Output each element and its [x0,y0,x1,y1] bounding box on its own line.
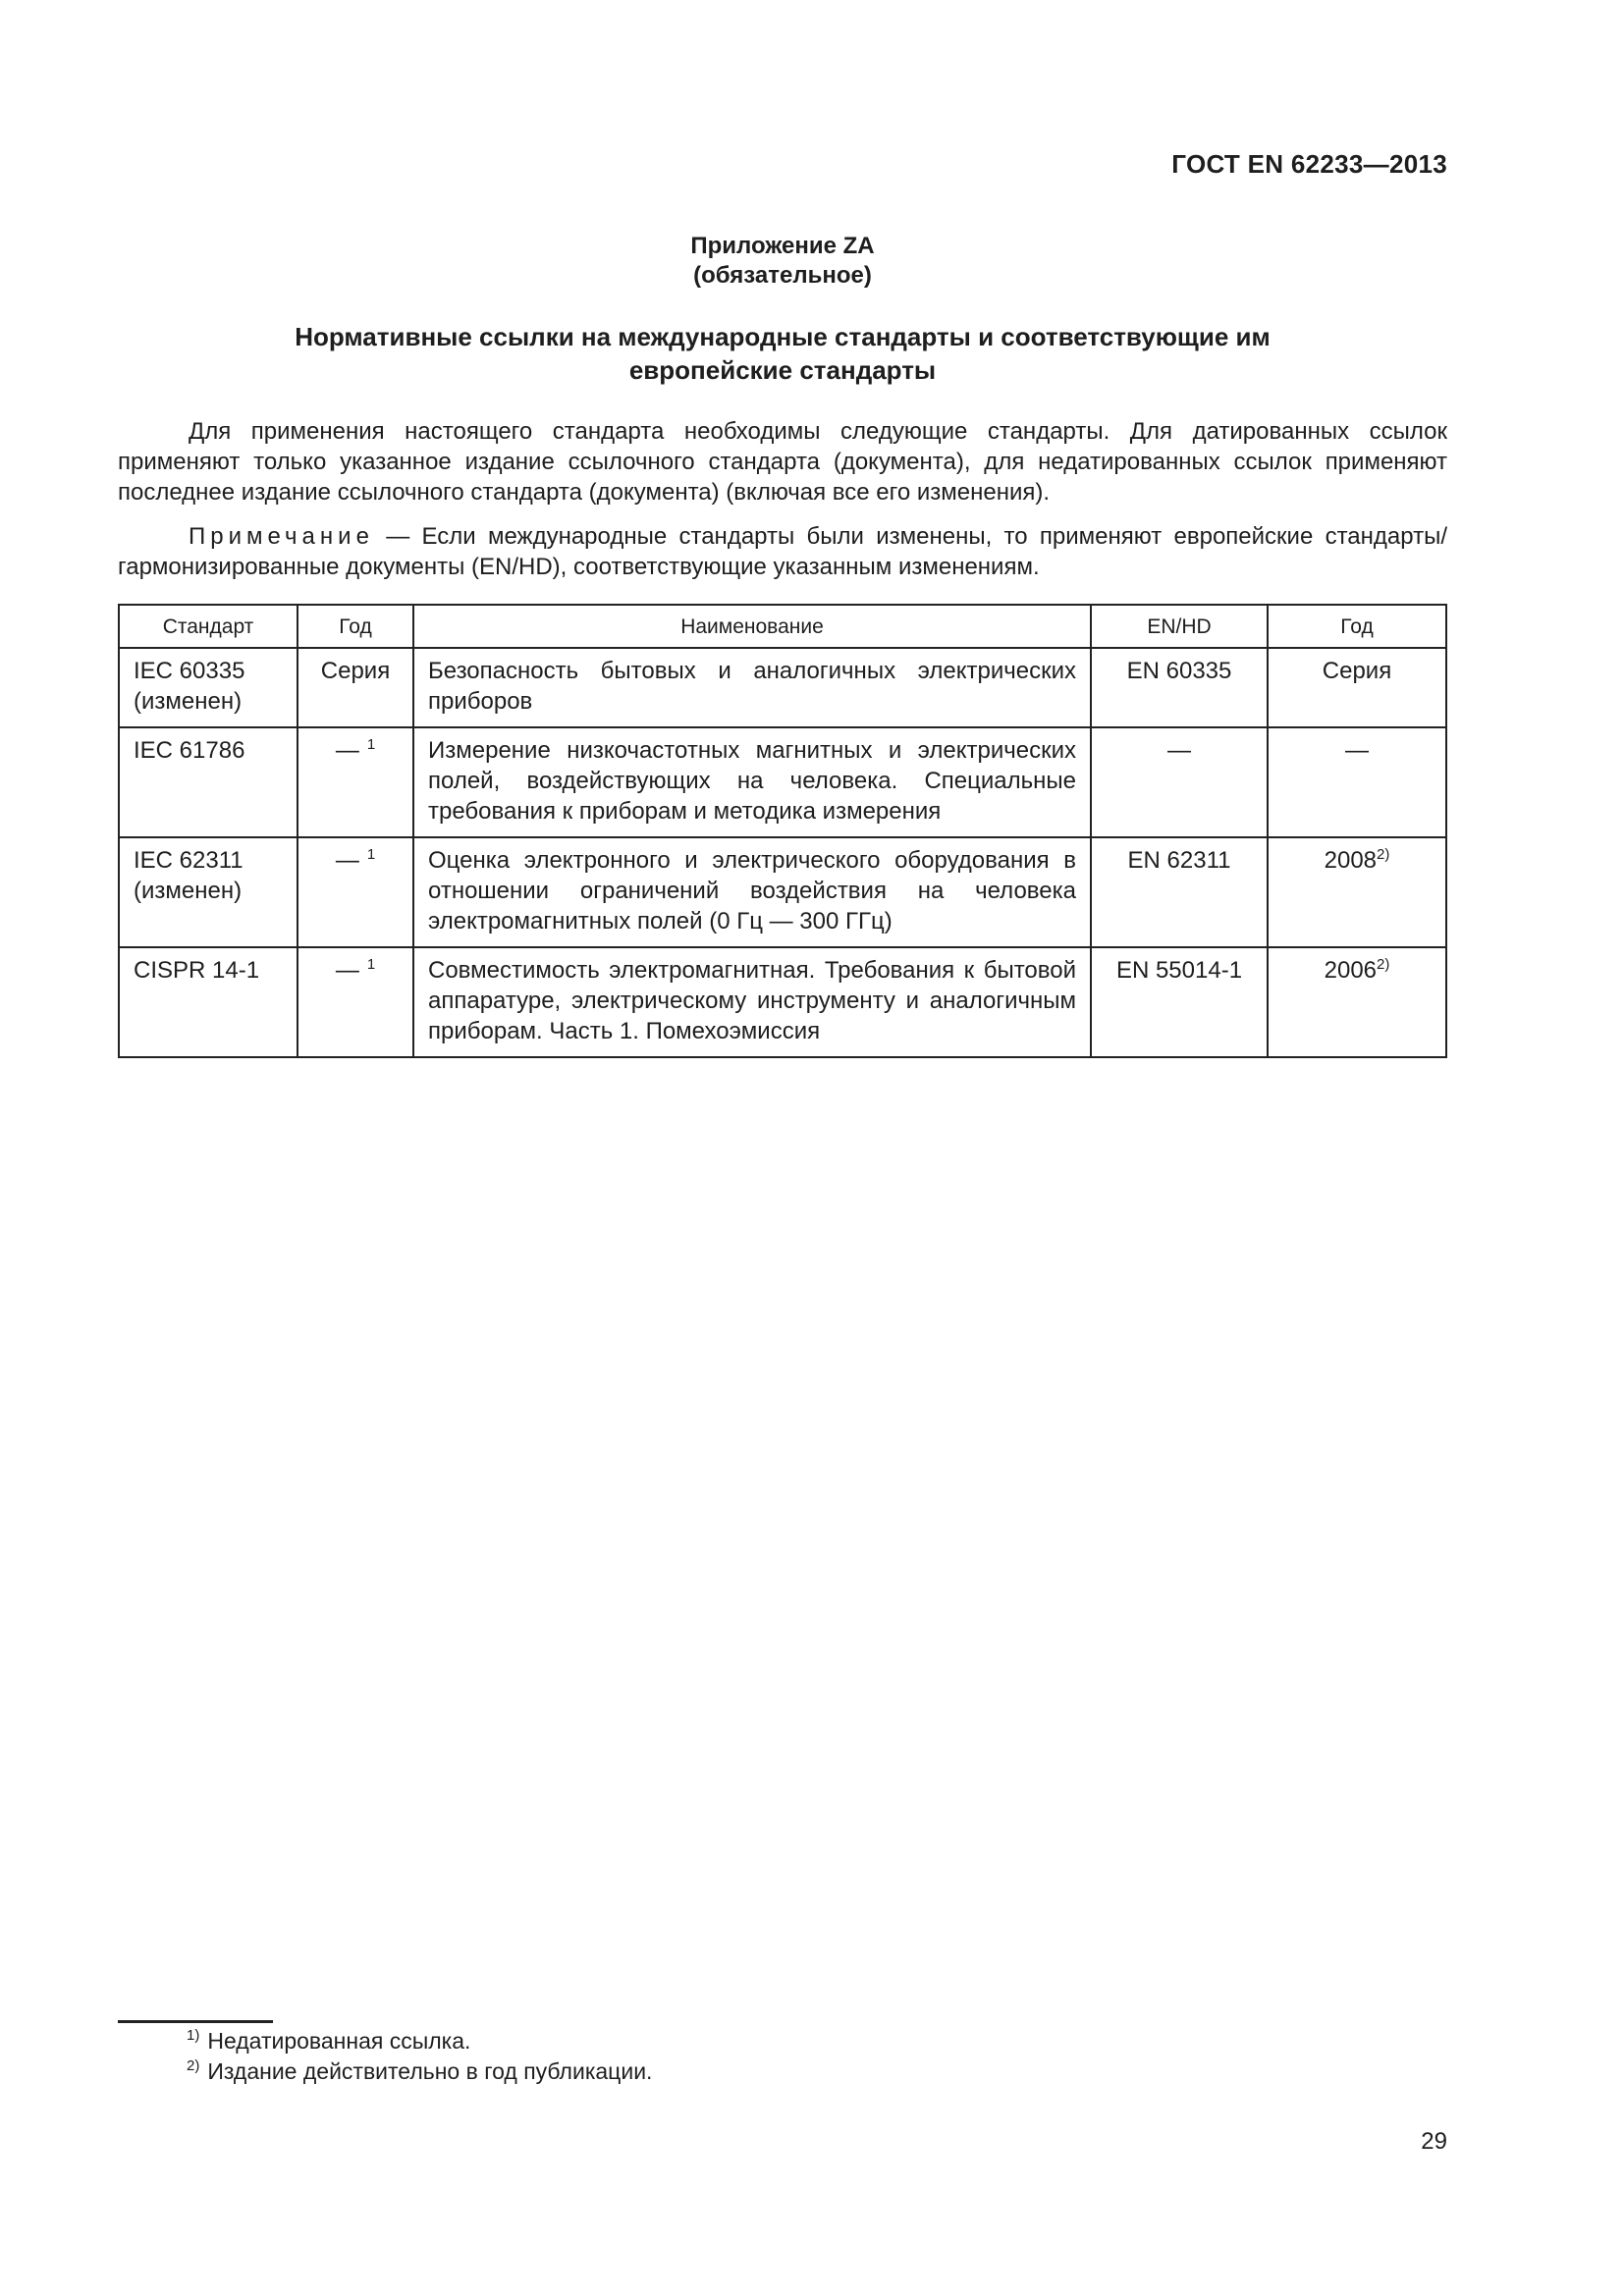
footnote-text: Издание действительно в год публикации. [207,2058,653,2084]
cell-en-year [1268,727,1446,837]
table-row [119,837,1446,947]
header-title: Наименование [413,605,1091,648]
note-paragraph [118,521,1447,582]
header-en-hd: EN/HD [1091,605,1268,648]
footnote-mark: 1) [187,2027,200,2045]
footnote-ref: 2) [1377,956,1390,973]
references-table [118,604,1447,1058]
footnote-ref: 1 [366,736,376,753]
cell-title: Оценка электронного и электрического оборудования в отношении ограничений воздействия на человека электромагнитных полей (0 Гц — 300 ГГц) [413,837,1091,947]
annex-title: Приложение ZA [690,233,875,259]
year-value: Серия [320,658,391,684]
cell-standard [119,947,298,1057]
year-value: — [335,847,359,874]
cell-en-hd: — [1091,727,1268,837]
footnote-mark: 2) [187,2057,200,2075]
en-year-value: 2008 [1324,847,1378,874]
document-code: ГОСТ EN 62233—2013 [1171,149,1447,179]
footnote-ref: 1 [366,846,376,863]
cell-en-hd: EN 60335 [1091,648,1268,727]
en-year-value: Серия [1322,658,1392,684]
en-year-value: 2006 [1324,957,1378,984]
table-row [119,947,1446,1057]
cell-en-year [1268,648,1446,727]
standard-code: IEC 61786 [134,737,245,764]
cell-title: Измерение низкочастотных магнитных и электрических полей, воздействующих на человека. Специальные требования к приборам и методика измерения [413,727,1091,837]
header-en-year: Год [1268,605,1446,648]
standard-code: CISPR 14-1 [134,957,260,984]
section-heading-line-2: европейские стандарты [628,355,937,385]
standard-code: IEC 60335 [134,658,245,684]
cell-year [298,947,413,1057]
section-heading-line-1: Нормативные ссылки на международные стандарты и соответствующие им [295,322,1271,351]
cell-year [298,837,413,947]
cell-standard [119,727,298,837]
cell-en-hd: EN 55014-1 [1091,947,1268,1057]
table-header-row [119,605,1446,648]
table-row [119,648,1446,727]
year-value: — [335,737,359,764]
year-value: — [335,957,359,984]
intro-paragraph: Для применения настоящего стандарта необходимы следующие стандарты. Для датированных ссылок применяют только указанное издание ссылочного стандарта (документа), для недатированных ссылок применяют последнее издание ссылочного стандарта (документа) (включая все его изменения). [118,418,1447,506]
footnote-separator [118,2020,273,2023]
cell-en-year [1268,837,1446,947]
page-number: 29 [1421,2128,1447,2155]
note-label: Примечание [189,523,374,550]
cell-title: Совместимость электромагнитная. Требования к бытовой аппаратуре, электрическому инструменту и аналогичным приборам. Часть 1. Помехоэмиссия [413,947,1091,1057]
en-year-value: — [1345,737,1369,764]
cell-en-hd: EN 62311 [1091,837,1268,947]
standard-note: (изменен) [134,878,243,904]
header-standard: Стандарт [119,605,298,648]
standard-note: (изменен) [134,688,243,715]
footnote [187,2026,470,2056]
table-row [119,727,1446,837]
footnote [187,2056,652,2086]
cell-year [298,727,413,837]
cell-standard [119,837,298,947]
footnote-ref: 2) [1377,846,1390,863]
standard-code: IEC 62311 [134,847,244,874]
annex-status: (обязательное) [693,262,872,289]
footnote-text: Недатированная ссылка. [207,2028,471,2054]
footnote-ref: 1 [366,956,376,973]
cell-title: Безопасность бытовых и аналогичных электрических приборов [413,648,1091,727]
cell-en-year [1268,947,1446,1057]
section-heading [196,320,1369,387]
cell-standard [119,648,298,727]
note-text: — Если международные стандарты были изменены, то применяют европейские стандарты/гармонизированные документы (EN/HD), соответствующие указанным изменениям. [118,523,1447,580]
header-year: Год [298,605,413,648]
cell-year [298,648,413,727]
